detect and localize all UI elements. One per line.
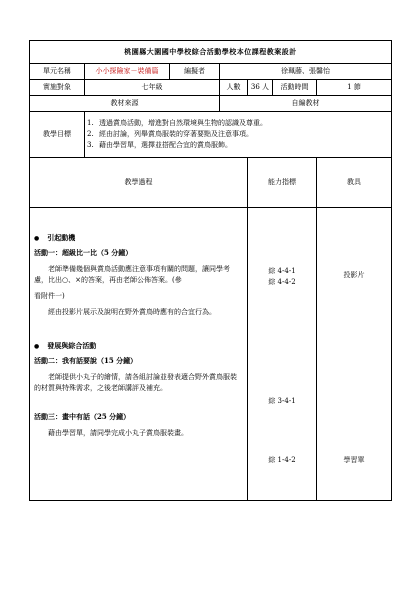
- goal-item: 3. 藉由學習單，選擇並搭配合宜的賞鳥服飾。: [87, 140, 232, 149]
- teaching-aids-column: [317, 208, 392, 501]
- teaching-process-content: [30, 208, 248, 501]
- indicator-header: 能力指標: [248, 158, 317, 208]
- activity-description: 看附件一): [34, 292, 65, 300]
- unit-name-label: 單元名稱: [30, 64, 85, 80]
- teaching-aid: 投影片: [343, 271, 365, 279]
- activity-description: 老師提供小丸子的繪情，請各組討論並發表適合野外賞鳥服裝的材質與特殊需求，之後老師講評及補充。: [34, 373, 237, 392]
- material-source-label: 教材來源: [30, 96, 220, 112]
- material-source-value: 自編教材: [220, 96, 392, 112]
- teaching-goals: [85, 112, 392, 158]
- goal-item: 1. 透過賞鳥活動，增進對自然環境與生物的認識及尊重。: [87, 119, 267, 128]
- section-heading: ● 引起動機: [34, 233, 243, 244]
- teaching-process-header: 教學過程: [30, 158, 248, 208]
- activity-title: 活動二：我有話要說（15 分鐘）: [34, 356, 138, 365]
- activity-time-value: 1 節: [317, 80, 392, 96]
- document-title: 桃園縣大園國中學校綜合活動學校本位課程教案設計: [30, 41, 392, 64]
- activity-description: 經由投影片展示及說明在野外賞鳥時應有的合宜行為。: [48, 308, 216, 316]
- student-count-value: 36 人: [248, 80, 273, 96]
- activity-title: 活動一：超級比一比（5 分鐘）: [34, 248, 133, 257]
- student-count-label: 人數: [220, 80, 248, 96]
- activity-time-label: 活動時間: [273, 80, 317, 96]
- target-label: 實施對象: [30, 80, 85, 96]
- lesson-plan-page: [29, 40, 391, 555]
- indicator-code: 綜 4-4-1: [268, 267, 296, 275]
- author-label: 編擬者: [170, 64, 220, 80]
- activity-description: 老師準備幾個與賞鳥活動應注意事項有關的問題，讓同學考慮，比出○、×的答案，再由老師公佈答案。(參: [34, 265, 230, 284]
- unit-name-value: 小小探險家－裝備篇: [85, 64, 170, 80]
- teaching-aid: 學習單: [343, 456, 365, 464]
- goal-item: 2. 經由討論，列舉賞鳥服裝的穿著要點及注意事項。: [87, 130, 253, 139]
- indicator-code: 綜 1-4-2: [268, 456, 296, 464]
- activity-title: 活動三：畫中有話（25 分鐘）: [34, 412, 131, 421]
- activity-description: 藉由學習單，請同學完成小丸子賞鳥服裝畫。: [48, 429, 188, 437]
- target-value: 七年級: [85, 80, 220, 96]
- indicator-code: 綜 4-4-2: [268, 278, 296, 286]
- indicator-column: [248, 208, 317, 501]
- teaching-aids-header: 教具: [317, 158, 392, 208]
- section-heading: ● 發展與綜合活動: [34, 341, 243, 352]
- teaching-goals-label: 教學目標: [30, 112, 85, 158]
- indicator-code: 綜 3-4-1: [268, 397, 296, 405]
- lesson-plan-table: [29, 40, 392, 501]
- author-value: 徐珮藤、張馨怡: [220, 64, 392, 80]
